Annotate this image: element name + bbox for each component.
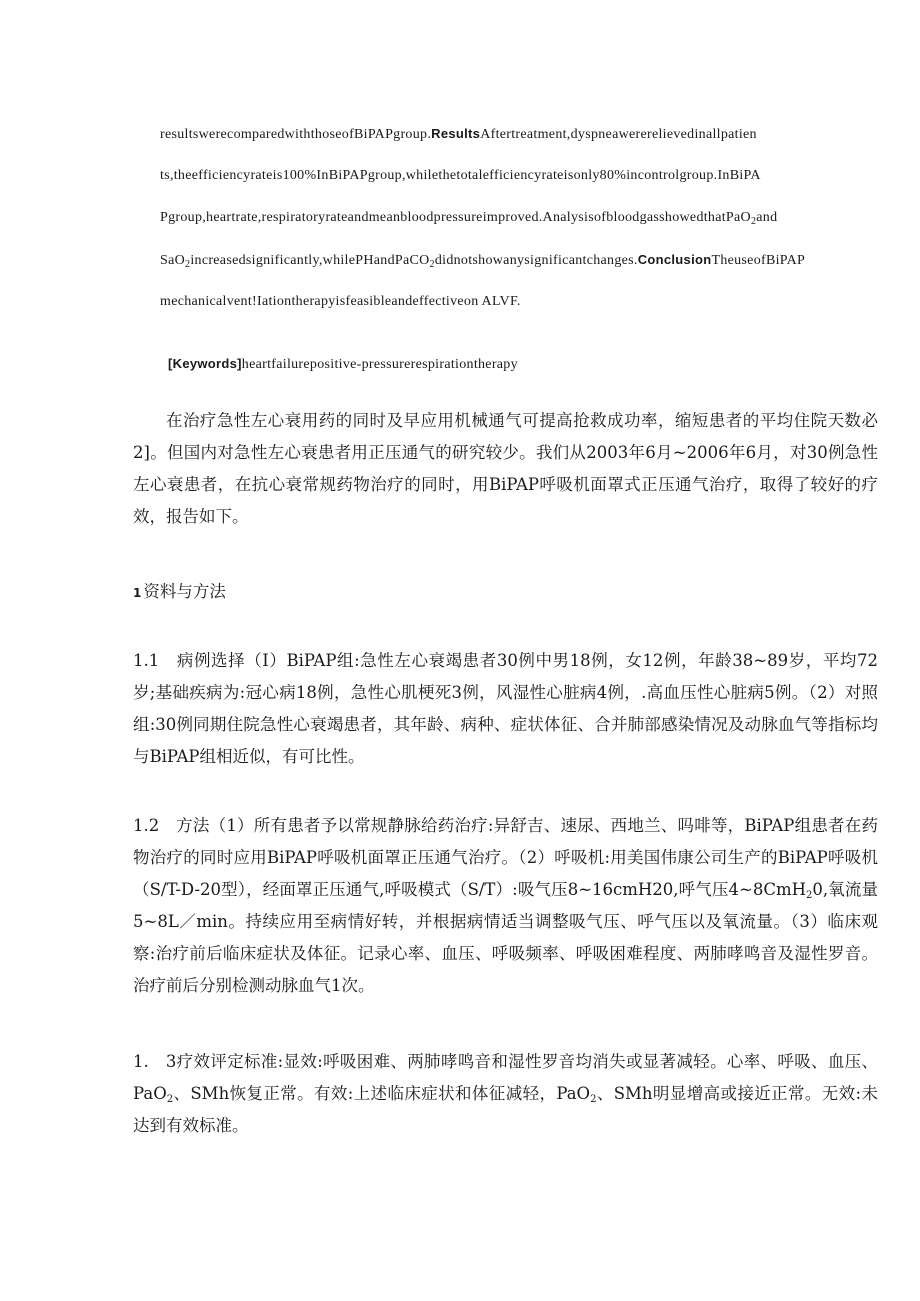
paragraph-1-1: 1.1 病例选择（I）BiPAP组:急性左心衰竭患者30例中男18例，女12例，年龄38~89岁，平均72岁;基础疾病为:冠心病18例，急性心肌梗死3例，风湿性心脏病4例，.高血压性心脏病5例。（2）对照组:30例同期住院急性心衰竭患者，其年龄、病种、症状体征、合并肺部感染情况及动脉血气等指标均与BiPAP组相近似，有可比性。 xyxy=(133,651,878,766)
paragraph-1-3: 1. 3疗效评定标准:显效:呼吸困难、两肺哮鸣音和湿性罗音均消失或显著减轻。心率、呼吸、血压、PaO$_2$、SMh恢复正常。有效:上述临床症状和体征减轻，PaO$_2$、SMh明显增高或接近正常。无效:未达到有效标准。 xyxy=(133,1052,878,1135)
paragraph-1-2: 1.2 方法（1）所有患者予以常规静脉给药治疗:异舒吉、速尿、西地兰、吗啡等，BiPAP组患者在药物治疗的同时应用BiPAP呼吸机面罩正压通气治疗。（2）呼吸机:用美国伟康公司生产的BiPAP呼吸机（S/T-D-20型），经面罩正压通气,呼吸模式（S/T）:吸气压8~16cmH20,呼气压4~8CmH$_2$0,氧流量5~8L／min。持续应用至病情好转，并根据病情适当调整吸气压、呼气压以及氧流量。（3）临床观察:治疗前后临床症状及体征。记录心率、血压、呼吸频率、呼吸困难程度、两肺哮鸣音及湿性罗音。治疗前后分别检测动脉血气1次。 xyxy=(133,816,878,995)
abstract-line-1: resultswerecomparedwiththoseofBiPAPgroup.ResultsAftertreatment,dyspneawererelievedinallpatien xyxy=(160,126,757,142)
section-title: 资料与方法 xyxy=(143,582,226,601)
abstract-line-2: ts,theefficiencyrateis100%InBiPAPgroup,whilethetotalefficiencyrateisonly80%incontrolgroup.InBiPA xyxy=(160,168,761,183)
results-label: Results xyxy=(431,126,481,141)
section-number: 1 xyxy=(133,586,142,600)
keywords-line xyxy=(168,354,888,375)
conclusion-label: Conclusion xyxy=(637,252,712,267)
abstract-line-3: Pgroup,heartrate,respiratoryrateandmeanbloodpressureimproved.AnalysisofbloodgasshowedthatPaO$_2$and xyxy=(160,210,778,227)
section-heading xyxy=(133,576,226,609)
abstract-line-5: mechanicalvent!Iationtherapyisfeasibleandeffectiveon ALVF. xyxy=(160,294,521,309)
intro-paragraph: 在治疗急性左心衰用药的同时及早应用机械通气可提高抢救成功率，缩短患者的平均住院天数必2]。但国内对急性左心衰患者用正压通气的研究较少。我们从2003年6月~2006年6月，对30例急性左心衰患者，在抗心衰常规药物治疗的同时，用BiPAP呼吸机面罩式正压通气治疗，取得了较好的疗效，报告如下。 xyxy=(133,411,878,526)
keywords-text: heartfailurepositive-pressurerespirationtherapy xyxy=(241,357,518,372)
keywords-label: [Keywords] xyxy=(168,356,242,371)
abstract-line-4: SaO$_2$increasedsignificantly,whilePHandPaCO$_2$didnotshowanysignificantchanges.ConclusionTheuseofBiPAP xyxy=(160,252,806,270)
